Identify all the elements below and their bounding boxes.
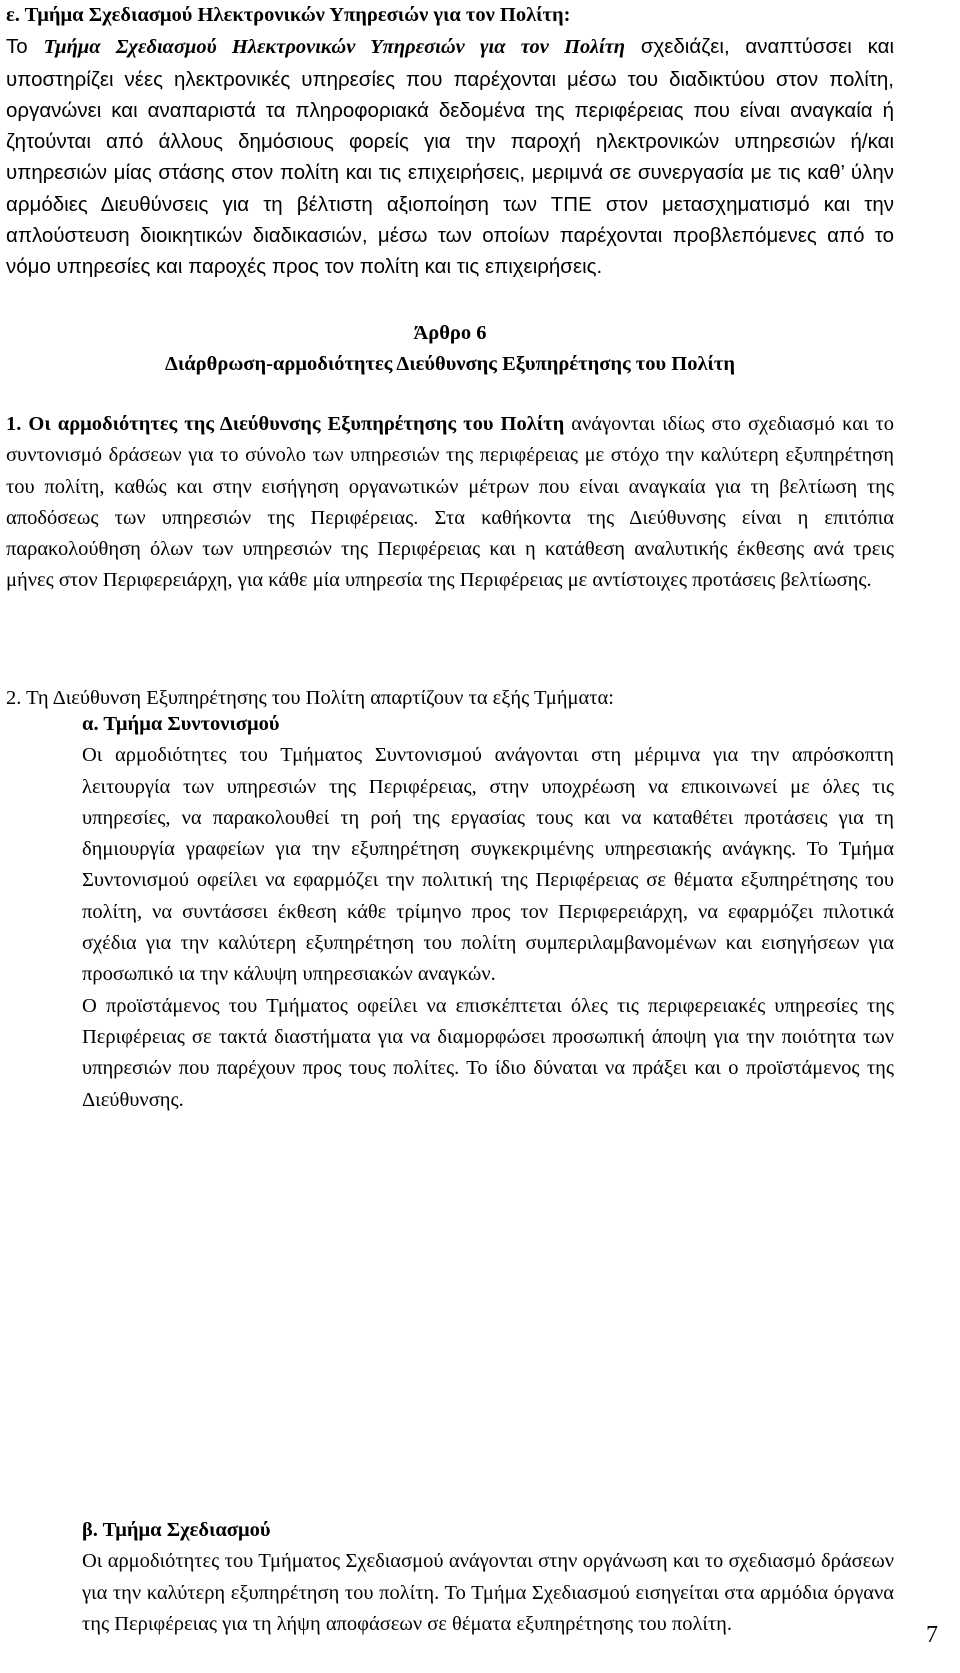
page-number: 7 <box>926 1622 938 1648</box>
paragraph-1 <box>6 409 894 597</box>
section-a-heading: α. Τμήμα Συντονισμού <box>82 713 280 735</box>
section-b <box>82 1515 894 1640</box>
section-e-paragraph <box>6 31 894 282</box>
section-e-intro-bold: Τμήμα Σχεδιασμού Ηλεκτρονικών Υπηρεσιών για τον Πολίτη <box>43 36 626 59</box>
section-e-intro-prefix: Το <box>6 35 28 59</box>
paragraph-2-text: 2. Τη Διεύθυνση Εξυπηρέτησης του Πολίτη απαρτίζουν τα εξής Τμήματα: <box>6 687 614 709</box>
section-b-heading: β. Τμήμα Σχεδιασμού <box>82 1519 271 1541</box>
article-number: Άρθρο 6 <box>413 322 487 344</box>
section-e <box>6 0 894 283</box>
section-a-body: Οι αρμοδιότητες του Τμήματος Συντονισμού ανάγονται στη μέριμνα για την απρόσκοπτη λειτουργία των υπηρεσιών της Περιφέρειας, στην υποχρέωση να επικοινωνεί με όλες τις υπηρεσίες, να παρακολουθεί τη ροή της εργασίας τους και να καταθέτει προτάσεις για τη δημιουργία γραφείων για την εξυπηρέτηση συγκεκριμένης υπηρεσιακής ανάγκης. Το Τμήμα Συντονισμού οφείλει να εφαρμόζει την πολιτική της Περιφέρειας σε θέματα εξυπηρέτησης του πολίτη, να συντάσσει έκθεση κάθε τρίμηνο προς τον Περιφερειάρχη, να εφαρμόζει πιλοτικά σχέδια για την καλύτερη εξυπηρέτηση του πολίτη συμπεριλαμβανομένων και εισηγήσεων για προσωπικό ια την κάλυψη υπηρεσιακών αναγκών. <box>82 744 894 986</box>
article-title: Διάρθρωση-αρμοδιότητες Διεύθυνσης Εξυπηρέτησης του Πολίτη <box>165 353 735 376</box>
section-a <box>82 709 894 1116</box>
section-e-heading: ε. Τμήμα Σχεδιασμού Ηλεκτρονικών Υπηρεσιών για τον Πολίτη: <box>6 4 571 26</box>
paragraph-1-bold: 1. Οι αρμοδιότητες της Διεύθυνσης Εξυπηρέτησης του Πολίτη <box>6 413 565 435</box>
section-b-body: Οι αρμοδιότητες του Τμήματος Σχεδιασμού ανάγονται στην οργάνωση και το σχεδιασμό δράσεων για την καλύτερη εξυπηρέτηση του πολίτη. Το Τμήμα Σχεδιασμού εισηγείται στα αρμόδια όργανα της Περιφέρειας για τη λήψη αποφάσεων σε θέματα εξυπηρέτησης του πολίτη. <box>82 1550 894 1635</box>
article-header <box>6 318 894 381</box>
section-e-body: σχεδιάζει, αναπτύσσει και υποστηρίζει νέες ηλεκτρονικές υπηρεσίες που παρέχονται μέσω του διαδικτύου στον πολίτη, οργανώνει και αναπαριστά τα πληροφοριακά δεδομένα της περιφέρειας που είναι αναγκαία ή ζητούνται από άλλους δημόσιους φορείς για την παροχή ηλεκτρονικών υπηρεσιών ή/και υπηρεσιών μίας στάσης στον πολίτη και τις επιχειρήσεις, μεριμνά σε συνεργασία με τις καθ’ ύλην αρμόδιες Διευθύνσεις για τη βέλτιστη αξιοποίηση των ΤΠΕ στον μετασχηματισμό και την απλούστευση διοικητικών διαδικασιών, μέσω των οποίων παρέχονται προβλεπόμενες από το νόμο υπηρεσίες και παροχές προς τον πολίτη και τις επιχειρήσεις. <box>6 35 894 279</box>
section-a-body-2: Ο προϊστάμενος του Τμήματος οφείλει να επισκέπτεται όλες τις περιφερειακές υπηρεσίες της Περιφέρειας σε τακτά διαστήματα για να διαμορφώσει προσωπική άποψη για την ποιότητα των υπηρεσιών που παρέχουν προς τους πολίτες. Το ίδιο δύναται να πράξει και ο προϊστάμενος της Διεύθυνσης. <box>82 994 894 1111</box>
paragraph-1-text: ανάγονται ιδίως στο σχεδιασμό και το συντονισμό δράσεων για το σύνολο των υπηρεσιών της περιφέρειας με στόχο την καλύτερη εξυπηρέτηση του πολίτη, καθώς και στην εισήγηση οργανωτικών μέτρων που είναι αναγκαία για τη βελτίωση της αποδόσεως των υπηρεσιών της Περιφέρειας. Στα καθήκοντα της Διεύθυνσης είναι η επιτόπια παρακολούθηση όλων των υπηρεσιών της Περιφέρειας και η κατάθεση αναλυτικής έκθεσης ανά τρεις μήνες στον Περιφερειάρχη, για κάθε μία υπηρεσία της Περιφέρειας με αντίστοιχες προτάσεις βελτίωσης. <box>6 413 895 592</box>
